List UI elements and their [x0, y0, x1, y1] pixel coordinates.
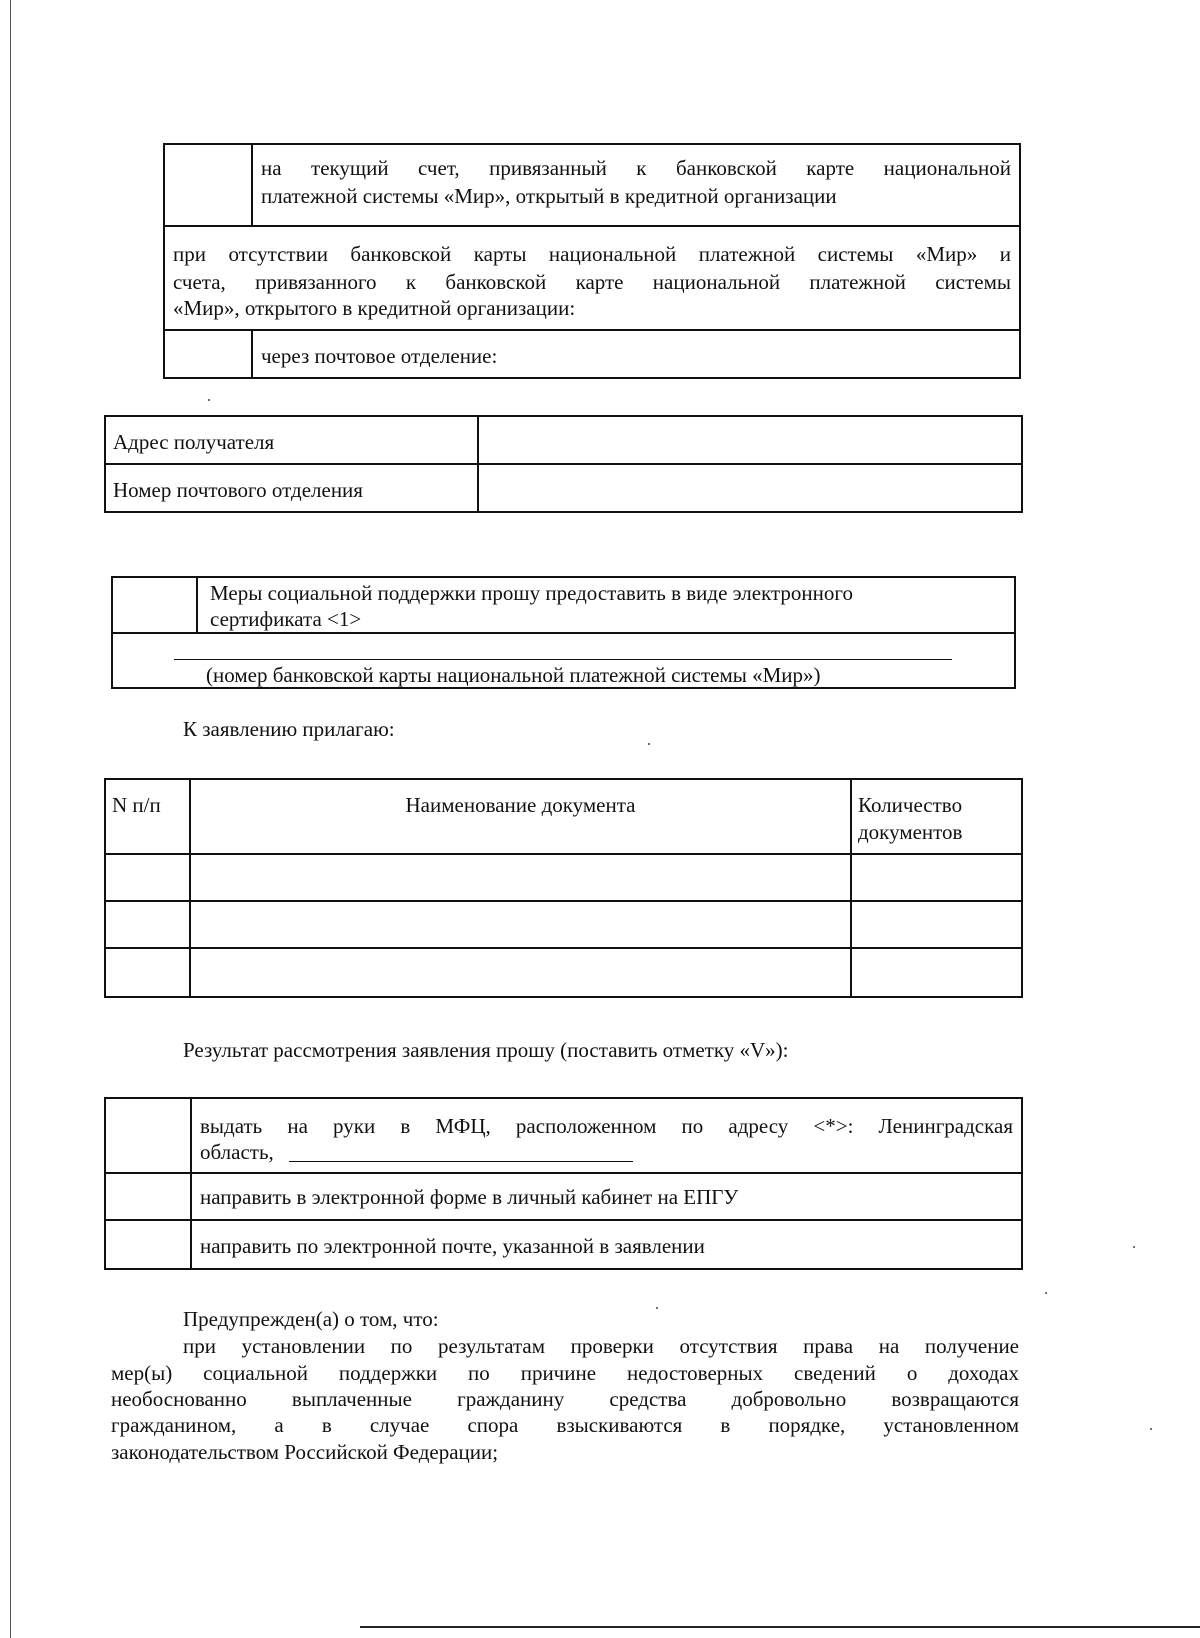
table-row-number-cell[interactable]	[104, 853, 191, 902]
result-heading: Результат рассмотрения заявления прошу (поставить отметку «V»):	[183, 1038, 789, 1062]
warning-text-line3: необоснованно выплаченные гражданину средства добровольно возвращаются	[111, 1387, 1019, 1411]
post-office-number-label-cell	[104, 463, 479, 513]
table-row-number-cell[interactable]	[104, 947, 191, 998]
table-row-number-cell[interactable]	[104, 900, 191, 949]
column-header-number-text: N п/п	[112, 793, 161, 817]
recipient-address-label-cell	[104, 415, 479, 465]
checkbox-send-to-epgu[interactable]	[104, 1172, 192, 1221]
table-row-document-cell[interactable]	[189, 853, 852, 902]
column-header-number	[104, 778, 191, 855]
mfc-address-field[interactable]	[289, 1141, 633, 1162]
post-office-text: через почтовое отделение:	[261, 344, 498, 368]
bank-account-text-line2: платежной системы «Мир», открытый в кредитной организации	[261, 184, 837, 208]
table-row-quantity-cell[interactable]	[850, 853, 1023, 902]
recipient-address-field[interactable]	[477, 415, 1023, 465]
warning-text-line5: законодательством Российской Федерации;	[111, 1440, 499, 1464]
post-office-number-label: Номер почтового отделения	[113, 478, 363, 502]
send-by-email-text: направить по электронной почте, указанной в заявлении	[200, 1234, 705, 1258]
scan-speck	[1150, 1428, 1152, 1430]
no-card-text-line3: «Мир», открытого в кредитной организации:	[173, 296, 576, 320]
card-number-cell	[111, 632, 1016, 689]
checkbox-bank-account[interactable]	[163, 143, 253, 227]
certificate-text-line2: сертификата <1>	[210, 607, 362, 631]
card-number-field[interactable]	[174, 640, 952, 660]
send-to-epgu-cell	[190, 1172, 1023, 1221]
send-by-email-cell	[190, 1219, 1023, 1270]
column-header-quantity	[850, 778, 1023, 855]
scan-left-edge	[10, 0, 11, 1638]
checkbox-electronic-certificate[interactable]	[111, 576, 198, 634]
warning-text-line4: гражданином, а в случае спора взыскиваются в порядке, установленном	[111, 1413, 1019, 1437]
recipient-address-label: Адрес получателя	[113, 430, 275, 454]
attachments-heading: К заявлению прилагаю:	[183, 717, 395, 741]
post-office-cell	[251, 329, 1021, 379]
checkbox-send-by-email[interactable]	[104, 1219, 192, 1270]
issue-in-mfc-text-line1: выдать на руки в МФЦ, расположенном по адресу <*>: Ленинградская	[200, 1114, 1013, 1138]
table-row-document-cell[interactable]	[189, 947, 852, 998]
scan-speck	[648, 743, 650, 745]
issue-in-mfc-text-line2: область,	[200, 1140, 274, 1164]
column-header-quantity-line1: Количество	[858, 793, 963, 817]
table-row-document-cell[interactable]	[189, 900, 852, 949]
no-card-text-line1: при отсутствии банковской карты национальной платежной системы «Мир» и	[173, 242, 1011, 266]
issue-in-mfc-cell	[190, 1097, 1023, 1174]
no-card-condition-cell	[163, 225, 1021, 331]
checkbox-issue-in-mfc[interactable]	[104, 1097, 192, 1174]
column-header-document-name-text: Наименование документа	[405, 793, 636, 817]
table-row-quantity-cell[interactable]	[850, 900, 1023, 949]
post-office-number-field[interactable]	[477, 463, 1023, 513]
warning-text-line1: при установлении по результатам проверки отсутствия права на получение	[183, 1334, 1019, 1358]
warning-heading: Предупрежден(а) о том, что:	[183, 1307, 439, 1331]
scan-speck	[1045, 1292, 1047, 1294]
column-header-document-name	[189, 778, 852, 855]
send-to-epgu-text: направить в электронной форме в личный кабинет на ЕПГУ	[200, 1185, 739, 1209]
no-card-text-line2: счета, привязанного к банковской карте национальной платежной системы	[173, 270, 1011, 294]
scan-bottom-edge	[360, 1626, 1200, 1628]
scan-speck	[208, 399, 210, 401]
checkbox-post-office[interactable]	[163, 329, 253, 379]
warning-text-line2: мер(ы) социальной поддержки по причине недостоверных сведений о доходах	[111, 1361, 1019, 1385]
card-number-caption: (номер банковской карты национальной платежной системы «Мир»)	[206, 663, 821, 687]
scan-speck	[1133, 1246, 1135, 1248]
table-row-quantity-cell[interactable]	[850, 947, 1023, 998]
column-header-quantity-line2: документов	[858, 820, 963, 844]
scan-speck	[656, 1307, 658, 1309]
bank-account-text-line1: на текущий счет, привязанный к банковской карте национальной	[261, 156, 1011, 180]
certificate-text-line1: Меры социальной поддержки прошу предоставить в виде электронного	[210, 581, 854, 605]
bank-account-cell	[251, 143, 1021, 227]
certificate-text-cell	[196, 576, 1016, 634]
